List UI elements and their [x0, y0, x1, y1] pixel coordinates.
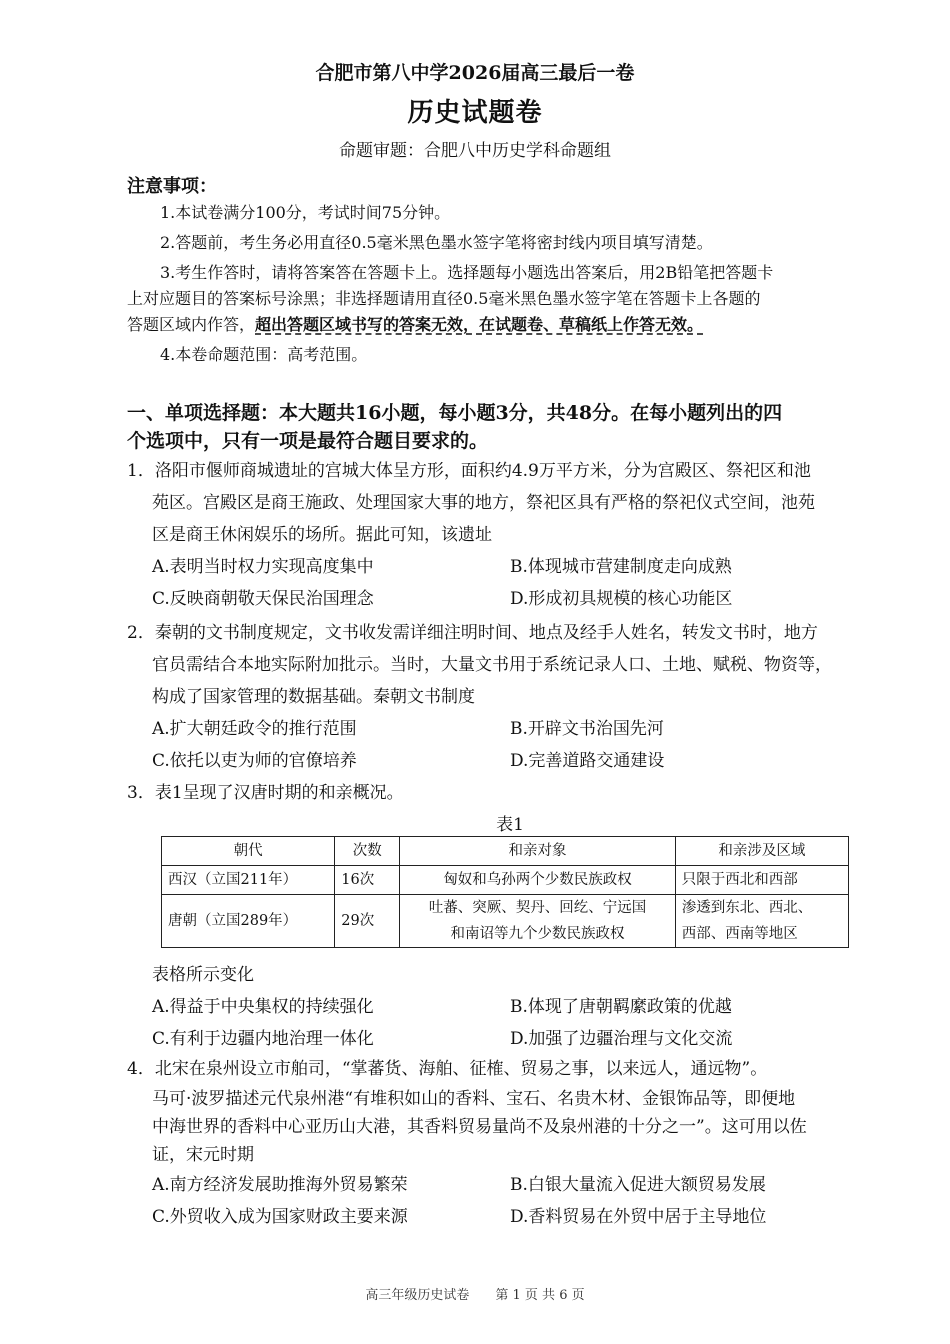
table-header-row: [162, 837, 849, 866]
notice-item-3: 3.考生作答时，请将答案答在答题卡上。选择题每小题选出答案后，用2B铅笔把答题卡: [160, 263, 774, 282]
q3-option-a[interactable]: A.得益于中央集权的持续强化: [152, 997, 374, 1017]
notice-item-3-end-text: 答题区域内作答，: [127, 315, 256, 334]
notice-item-2: 2.答题前，考生务必用直径0.5毫米黑色墨水签字笔将密封线内项目填写清楚。: [160, 233, 713, 252]
q1-line-1: 1．洛阳市偃师商城遗址的宫城大体呈方形，面积约4.9万平方米，分为宫殿区、祭祀区和池: [127, 461, 811, 481]
q4-line-2: 马可·波罗描述元代泉州港“有堆积如山的香料、宝石、名贵木材、金银饰品等，即便地: [152, 1089, 796, 1109]
author-line: 命题审题：合肥八中历史学科命题组: [339, 141, 611, 161]
page-footer: 高三年级历史试卷 第 1 页 共 6 页: [365, 1288, 585, 1303]
table-cell-line: 西部、西南等地区: [681, 926, 798, 942]
section-heading-2: 个选项中，只有一项是最符合题目要求的。: [127, 430, 489, 452]
notice-item-1: 1.本试卷满分100分，考试时间75分钟。: [160, 203, 451, 222]
table-header-cell: 和亲涉及区域: [675, 837, 848, 866]
table-row: [162, 895, 849, 948]
table-cell: 匈奴和乌孙两个少数民族政权: [400, 866, 675, 895]
notice-item-3-end: [127, 312, 703, 335]
table-cell: 只限于西北和西部: [675, 866, 848, 895]
q4-line-1: 4．北宋在泉州设立市舶司，“掌蕃货、海舶、征榷、贸易之事，以来远人，通远物”。: [127, 1059, 768, 1079]
q1-line-3: 区是商王休闲娱乐的场所。据此可知，该遗址: [152, 525, 492, 545]
q4-option-d[interactable]: D.香料贸易在外贸中居于主导地位: [510, 1207, 767, 1227]
q2-option-a[interactable]: A.扩大朝廷政令的推行范围: [152, 719, 357, 739]
q1-line-2: 苑区。宫殿区是商王施政、处理国家大事的地方，祭祀区具有严格的祭祀仪式空间，池苑: [152, 493, 815, 513]
school-title: 合肥市第八中学2026届高三最后一卷: [315, 62, 635, 84]
q2-line-2: 官员需结合本地实际附加批示。当时，大量文书用于系统记录人口、土地、赋税、物资等，: [152, 655, 832, 675]
q4-line-4: 证，宋元时期: [152, 1145, 254, 1165]
table-cell: 16次: [335, 866, 400, 895]
table-cell-line: 渗透到东北、西北、: [681, 900, 813, 916]
q4-line-3: 中海世界的香料中心亚历山大港，其香料贸易量尚不及泉州港的十分之一”。这可用以佐: [152, 1117, 807, 1137]
q2-line-1: 2．秦朝的文书制度规定，文书收发需详细注明时间、地点及经手人姓名，转发文书时，地方: [127, 623, 818, 643]
notice-item-3-cont: 上对应题目的答案标号涂黑；非选择题请用直径0.5毫米黑色墨水签字笔在答题卡上各题的: [127, 289, 761, 308]
q2-line-3: 构成了国家管理的数据基础。秦朝文书制度: [152, 687, 475, 707]
q4-option-a[interactable]: A.南方经济发展助推海外贸易繁荣: [152, 1175, 408, 1195]
table-cell-line: 和南诏等九个少数民族政权: [450, 926, 625, 942]
subject-title: 历史试题卷: [407, 98, 543, 128]
q3-option-d[interactable]: D.加强了边疆治理与文化交流: [510, 1029, 733, 1049]
table-cell: 29次: [335, 895, 400, 948]
q3-line-1: 3．表1呈现了汉唐时期的和亲概况。: [127, 783, 404, 803]
q2-option-b[interactable]: B.开辟文书治国先河: [510, 719, 664, 739]
table-caption: 表1: [496, 815, 524, 835]
q3-option-b[interactable]: B.体现了唐朝羁縻政策的优越: [510, 997, 732, 1017]
heqin-table: [161, 836, 849, 948]
table-cell-line: 吐蕃、突厥、契丹、回纥、宁远国: [428, 900, 647, 916]
q1-option-a[interactable]: A.表明当时权力实现高度集中: [152, 557, 374, 577]
table-header-cell: 朝代: [162, 837, 335, 866]
table-cell: 西汉（立国211年）: [162, 866, 335, 895]
q2-option-c[interactable]: C.依托以吏为师的官僚培养: [152, 751, 357, 771]
table-cell-multiline: [400, 895, 675, 948]
table-header-cell: 次数: [335, 837, 400, 866]
q1-option-d[interactable]: D.形成初具规模的核心功能区: [510, 589, 733, 609]
table-cell-multiline: [675, 895, 848, 948]
section-heading-1: 一、单项选择题：本大题共16小题，每小题3分，共48分。在每小题列出的四: [127, 402, 783, 424]
table-row: [162, 866, 849, 895]
q4-option-c[interactable]: C.外贸收入成为国家财政主要来源: [152, 1207, 408, 1227]
notice-item-4: 4.本卷命题范围：高考范围。: [160, 345, 368, 364]
q1-option-c[interactable]: C.反映商朝敬天保民治国理念: [152, 589, 374, 609]
q1-option-b[interactable]: B.体现城市营建制度走向成熟: [510, 557, 732, 577]
table-cell: 唐朝（立国289年）: [162, 895, 335, 948]
notice-title: 注意事项：: [127, 176, 217, 197]
q3-option-c[interactable]: C.有利于边疆内地治理一体化: [152, 1029, 374, 1049]
table-header-cell: 和亲对象: [400, 837, 675, 866]
notice-emphasis: 超出答题区域书写的答案无效，在试题卷、草稿纸上作答无效。: [255, 315, 704, 334]
q2-option-d[interactable]: D.完善道路交通建设: [510, 751, 665, 771]
q4-option-b[interactable]: B.白银大量流入促进大额贸易发展: [510, 1175, 766, 1195]
q3-stem: 表格所示变化: [152, 965, 254, 985]
